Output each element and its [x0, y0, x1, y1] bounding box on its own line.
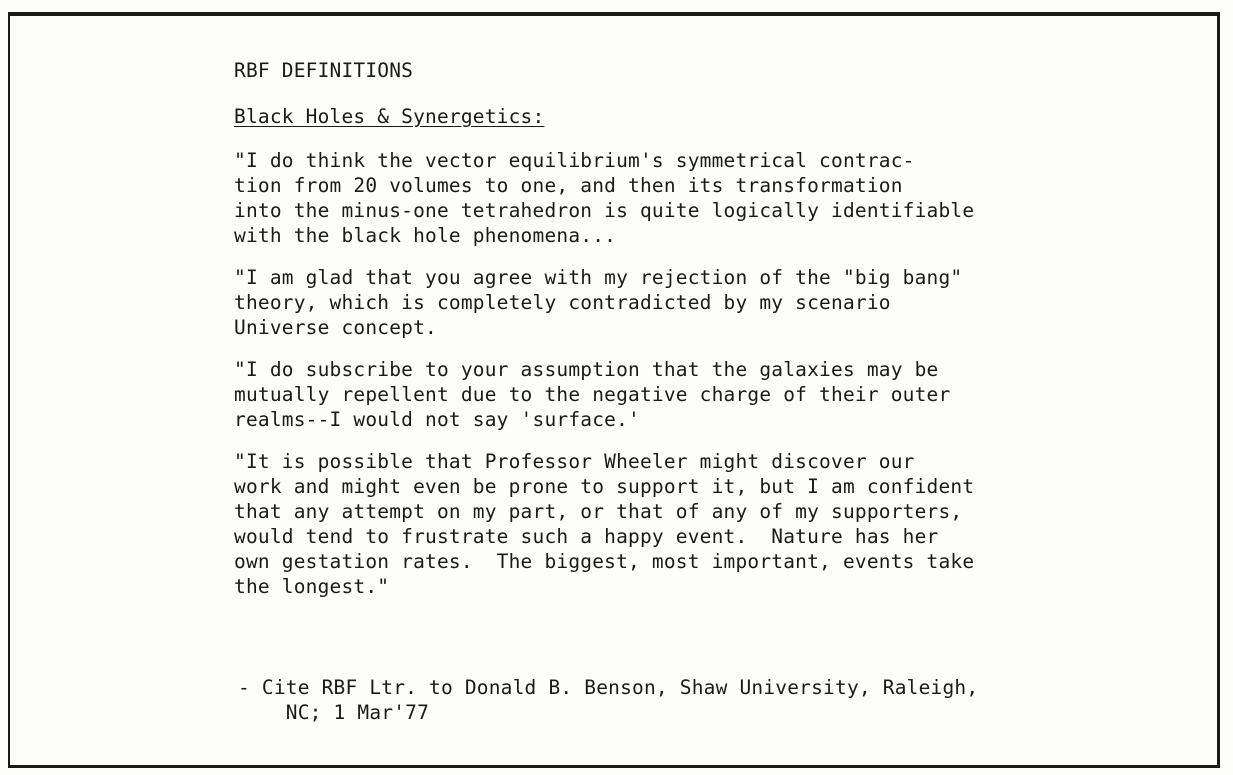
- page-title: RBF DEFINITIONS: [234, 59, 414, 82]
- citation: - Cite RBF Ltr. to Donald B. Benson, Shaw University, Raleigh, NC; 1 Mar'77: [238, 676, 979, 724]
- definition-body: [234, 58, 1134, 616]
- quote-paragraph-3: "I do subscribe to your assumption that the galaxies may be mutually repellent due to the negative charge of their outer realms--I would not say 'surface.': [234, 358, 951, 431]
- quote-paragraph-2: "I am glad that you agree with my rejection of the "big bang" theory, which is completely contradicted by my scenario Universe concept.: [234, 266, 963, 339]
- quote-paragraph-4: "It is possible that Professor Wheeler might discover our work and might even be prone to support it, but I am confident that any attempt on my part, or that of any of my supporters, would tend to frustrate such a happy event. Nature has her own gestation rates. The biggest, most important, events take the longest.": [234, 450, 975, 598]
- section-subheading: Black Holes & Synergetics:: [234, 105, 545, 128]
- quote-paragraph-1: "I do think the vector equilibrium's symmetrical contrac- tion from 20 volumes to one, and then its transformation into the minus-one tetrahedron is quite logically identifiable with the black hole phenomena...: [234, 149, 975, 247]
